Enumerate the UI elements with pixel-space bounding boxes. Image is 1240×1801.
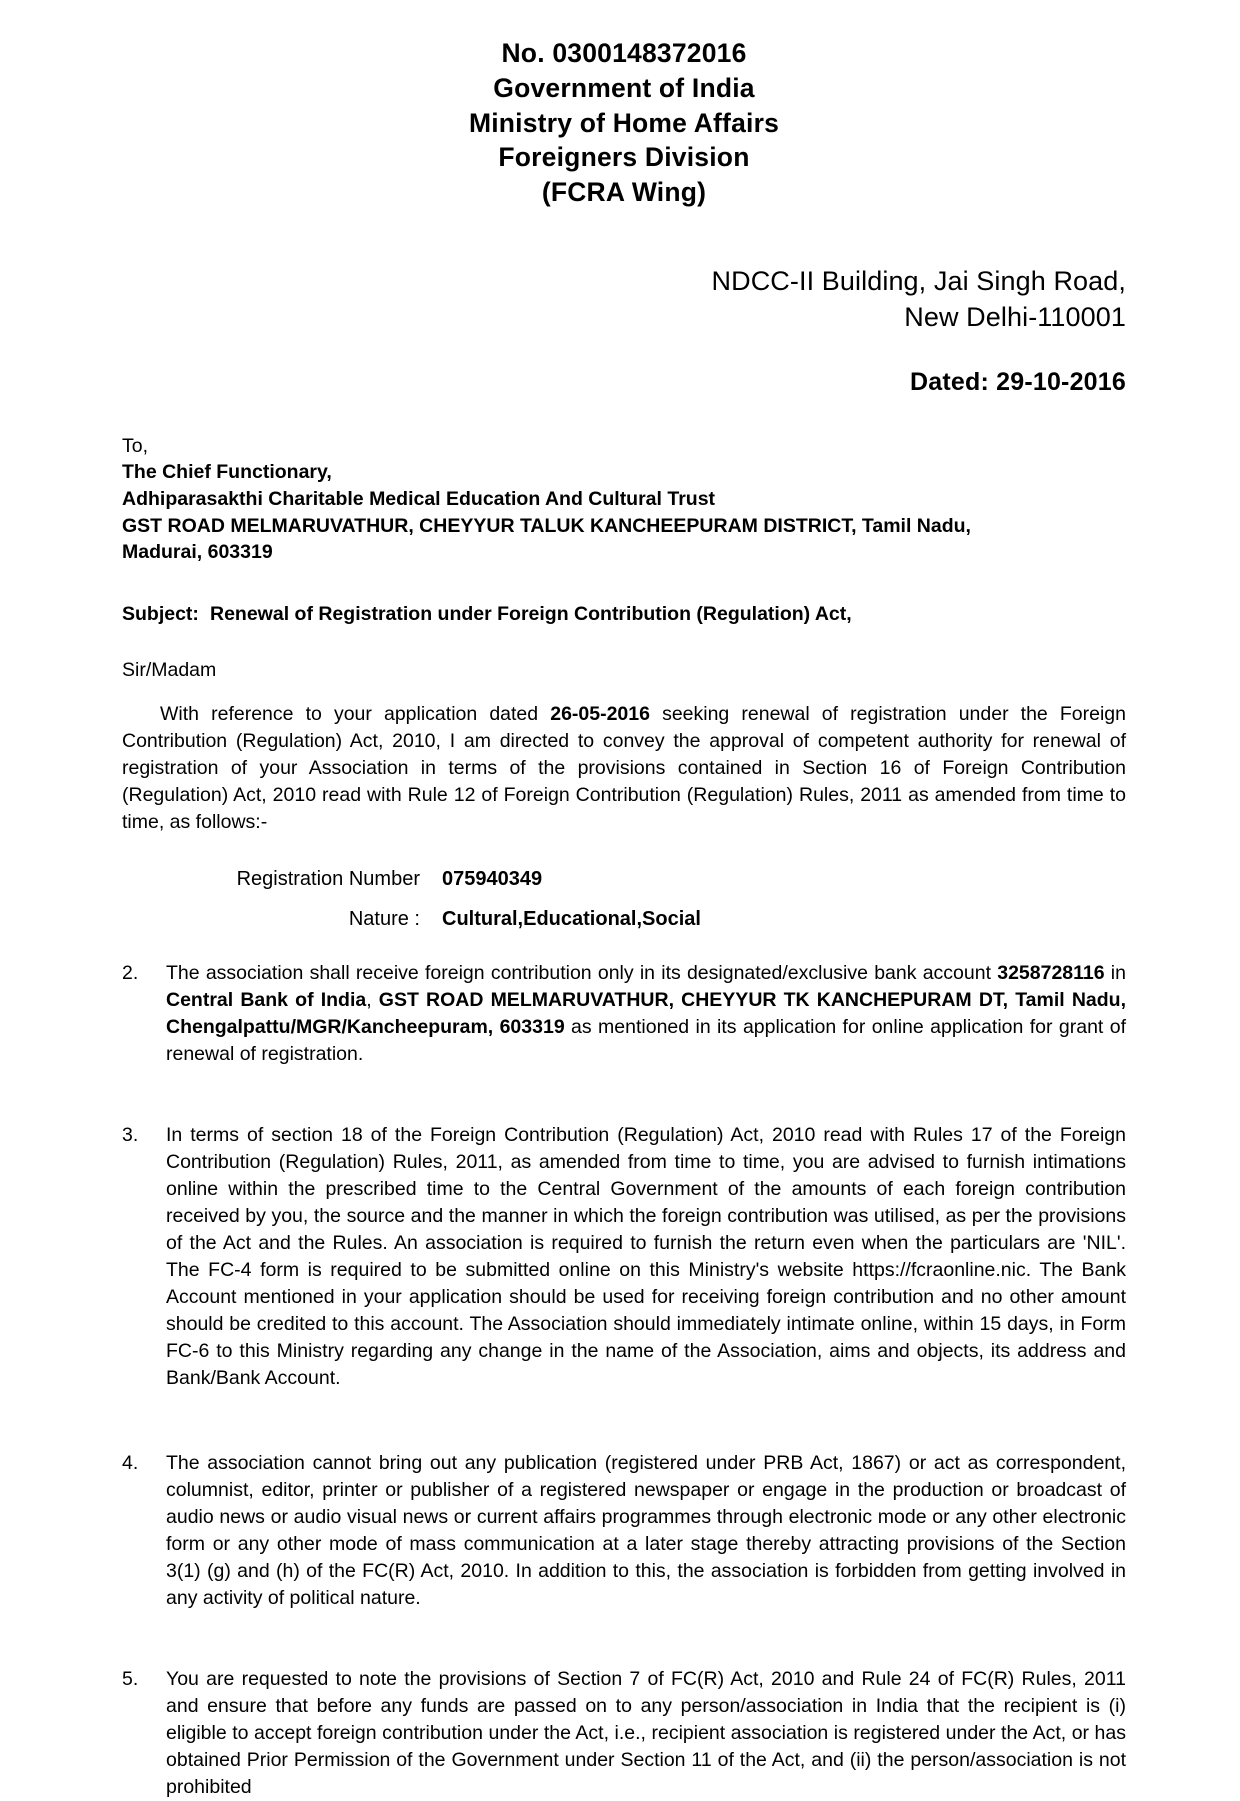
letter-date: Dated: 29-10-2016	[909, 367, 1126, 396]
clause-3-text: In terms of section 18 of the Foreign Contribution (Regulation) Act, 2010 read with Rules 17 of the Foreign Contribution (Regulation) Rules, 2011, as amended from time to time, you are advised to furnish intimations online within the prescribed time to the Central Government of the amounts of each foreign contribution received by you, the source and the manner in which the foreign contribution was utilised, as per the provisions of the Act and the Rules. An association is required to furnish the return even when the particulars are 'NIL'. The FC-4 form is required to be submitted online on this Ministry's website https://fcraonline.nic. The Bank Account mentioned in your application should be used for receiving foreign contribution and no other amount should be credited to this account. The Association should immediately intimate online, within 15 days, in Form FC-6 to this Ministry regarding any change in the name of the Association, aims and objects, its address and Bank/Bank Account.	[166, 1123, 1126, 1389]
application-date: 26-05-2016	[550, 703, 650, 726]
bank-account-number: 3258728116	[997, 961, 1105, 984]
recipient-block	[122, 433, 1126, 567]
clause-2-part-4: as mentioned in its application for online application for grant of renewal of registration.	[166, 1015, 1126, 1065]
letterhead	[122, 36, 1126, 209]
clause-4-number: 4.	[122, 1451, 139, 1474]
ministry-name: Ministry of Home Affairs	[468, 107, 780, 138]
intro-paragraph	[122, 701, 1126, 836]
clause-3-number: 3.	[122, 1123, 139, 1146]
nature-row	[122, 906, 1126, 932]
registration-number-row	[122, 866, 1126, 892]
sender-address-line-2: New Delhi-110001	[904, 302, 1126, 333]
registration-number-value: 075940349	[442, 867, 543, 890]
clause-4	[122, 1450, 1126, 1612]
recipient-address-line-1: GST ROAD MELMARUVATHUR, CHEYYUR TALUK KANCHEEPURAM DISTRICT, Tamil Nadu,	[122, 514, 971, 537]
to-label: To,	[122, 434, 149, 457]
sender-address	[122, 263, 1126, 335]
division-name: Foreigners Division	[498, 142, 750, 173]
government-name: Government of India	[493, 73, 755, 104]
clause-5-text: You are requested to note the provisions of Section 7 of FC(R) Act, 2010 and Rule 24 of FC(R) Rules, 2011 and ensure that before any funds are passed on to any person/association in India that the recipient is (i) eligible to accept foreign contribution under the Act, i.e., recipient association is registered under the Act, or has obtained Prior Permission of the Government under Section 11 of the Act, and (ii) the person/association is not prohibited	[166, 1667, 1126, 1798]
registration-details	[122, 866, 1126, 932]
clause-2-part-1: The association shall receive foreign contribution only in its designated/exclusive bank account	[166, 961, 998, 984]
salutation: Sir/Madam	[122, 659, 217, 682]
nature-label: Nature :	[348, 907, 420, 930]
clause-4-text: The association cannot bring out any publication (registered under PRB Act, 1867) or act as correspondent, columnist, editor, printer or publisher of a registered newspaper or engage in the production or broadcast of audio news or audio visual news or current affairs programmes through electronic mode or any other electronic form or any other mode of mass communication at a later stage thereby attracting provisions of the Section 3(1) (g) and (h) of the FC(R) Act, 2010. In addition to this, the association is forbidden from getting involved in any activity of political nature.	[166, 1451, 1126, 1609]
wing-name: (FCRA Wing)	[541, 176, 707, 207]
recipient-designation: The Chief Functionary,	[122, 461, 332, 484]
clause-2-part-2: in	[1104, 961, 1126, 984]
clause-2-text	[166, 960, 1126, 1068]
clause-2-part-3: ,	[366, 988, 379, 1011]
sender-address-line-1: NDCC-II Building, Jai Singh Road,	[711, 266, 1126, 297]
subject-text: Renewal of Registration under Foreign Contribution (Regulation) Act,	[210, 603, 852, 626]
subject-line	[122, 603, 1126, 626]
subject-label: Subject:	[122, 603, 199, 626]
clause-5-number: 5.	[122, 1667, 139, 1690]
clause-2	[122, 960, 1126, 1068]
registration-number-label: Registration Number	[236, 867, 420, 890]
bank-name: Central Bank of India	[166, 988, 367, 1011]
recipient-address-line-2: Madurai, 603319	[122, 541, 273, 564]
nature-value: Cultural,Educational,Social	[442, 907, 701, 930]
reference-number: No. 0300148372016	[501, 38, 747, 68]
clause-3	[122, 1122, 1126, 1392]
clause-5	[122, 1666, 1126, 1801]
recipient-organisation: Adhiparasakthi Charitable Medical Education And Cultural Trust	[122, 487, 716, 510]
clause-2-number: 2.	[122, 961, 139, 984]
intro-text-part-2: seeking renewal of registration under the Foreign Contribution (Regulation) Act, 2010, I am directed to convey the approval of competent authority for renewal of registration of your Association in terms of the provisions contained in Section 16 of Foreign Contribution (Regulation) Act, 2010 read with Rule 12 of Foreign Contribution (Regulation) Rules, 2011 as amended from time to time, as follows:-	[122, 703, 1126, 833]
intro-text-part-1: With reference to your application dated	[160, 703, 551, 726]
bank-branch-address: GST ROAD MELMARUVATHUR, CHEYYUR TK KANCHEPURAM DT, Tamil Nadu, Chengalpattu/MGR/Kancheepuram, 603319	[166, 988, 1127, 1038]
